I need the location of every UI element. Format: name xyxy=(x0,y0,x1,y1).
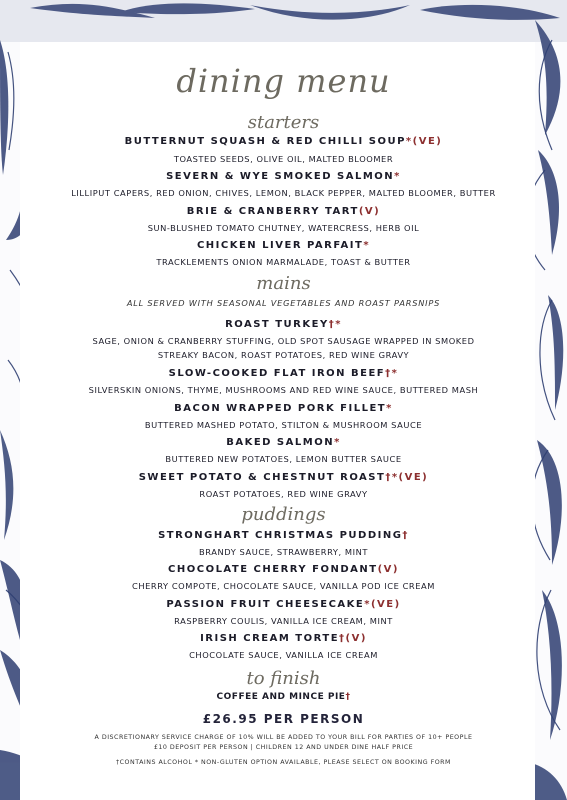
dish-marker: † xyxy=(402,530,409,541)
dish-name: BACON WRAPPED PORK FILLET xyxy=(174,403,387,414)
dish-description: SILVERSKIN ONIONS, THYME, MUSHROOMS AND RED WINE SAUCE, BUTTERED MASH xyxy=(88,385,479,395)
service-note: A DISCRETIONARY SERVICE CHARGE OF 10% WILL BE ADDED TO YOUR BILL FOR PARTIES OF 10+ PEOPLE £10 DEPOSIT PER PERSON | CHILDREN 12 AND UNDER DINE HALF PRICE xyxy=(94,734,473,751)
dish-name: SEVERN & WYE SMOKED SALMON xyxy=(166,171,395,182)
dish-marker: * xyxy=(386,403,393,414)
dish-name: BUTTERNUT SQUASH & RED CHILLI SOUP xyxy=(124,136,406,147)
dish-description: CHERRY COMPOTE, CHOCOLATE SAUCE, VANILLA POD ICE CREAM xyxy=(132,581,435,591)
dish-name: IRISH CREAM TORTE xyxy=(200,633,340,644)
dish-marker: *(VE) xyxy=(405,136,443,147)
dish-passion-fruit-cheesecake xyxy=(0,599,567,610)
finish-item-marker: † xyxy=(345,692,351,702)
dish-name: CHOCOLATE CHERRY FONDANT xyxy=(168,564,378,575)
section-title-mains: mains xyxy=(256,273,311,294)
dish-name: BAKED SALMON xyxy=(226,437,335,448)
dish-description: SUN-BLUSHED TOMATO CHUTNEY, WATERCRESS, HERB OIL xyxy=(147,223,420,233)
finish-item xyxy=(0,692,567,702)
dish-marker: (V) xyxy=(377,564,399,575)
dish-description: BUTTERED MASHED POTATO, STILTON & MUSHROOM SAUCE xyxy=(144,420,423,430)
dish-marker: †* xyxy=(328,319,342,330)
dish-butternut-squash-chilli-soup xyxy=(0,136,567,147)
dish-christmas-pudding xyxy=(0,530,567,541)
section-title-puddings: puddings xyxy=(241,504,326,525)
dish-name: STRONGHART CHRISTMAS PUDDING xyxy=(158,530,403,541)
dish-description: TRACKLEMENTS ONION MARMALADE, TOAST & BUTTER xyxy=(156,257,411,267)
dish-marker: * xyxy=(394,171,401,182)
dish-pork-fillet xyxy=(0,403,567,414)
footer-note: †CONTAINS ALCOHOL * NON-GLUTEN OPTION AVAILABLE, PLEASE SELECT ON BOOKING FORM xyxy=(116,759,451,766)
dish-description: ROAST POTATOES, RED WINE GRAVY xyxy=(199,489,368,499)
dish-marker: * xyxy=(334,437,341,448)
dish-baked-salmon xyxy=(0,437,567,448)
dish-name: BRIE & CRANBERRY TART xyxy=(186,206,359,217)
dish-name: PASSION FRUIT CHEESECAKE xyxy=(166,599,365,610)
dish-marker: †*(VE) xyxy=(385,472,429,483)
dish-description: TOASTED SEEDS, OLIVE OIL, MALTED BLOOMER xyxy=(173,154,394,164)
dish-flat-iron-beef xyxy=(0,368,567,379)
section-title-starters: starters xyxy=(247,112,320,133)
dish-description: LILLIPUT CAPERS, RED ONION, CHIVES, LEMON, BLACK PEPPER, MALTED BLOOMER, BUTTER xyxy=(71,188,496,198)
dish-name: SLOW-COOKED FLAT IRON BEEF xyxy=(168,368,386,379)
dish-description: BRANDY SAUCE, STRAWBERRY, MINT xyxy=(199,547,368,557)
dish-marker: †* xyxy=(385,368,399,379)
page-title: dining menu xyxy=(176,62,391,100)
dish-description: CHOCOLATE SAUCE, VANILLA ICE CREAM xyxy=(189,650,378,660)
dish-name: ROAST TURKEY xyxy=(225,319,329,330)
dish-description: BUTTERED NEW POTATOES, LEMON BUTTER SAUCE xyxy=(165,454,402,464)
section-title-to-finish: to finish xyxy=(246,668,321,689)
mains-note: ALL SERVED WITH SEASONAL VEGETABLES AND ROAST PARSNIPS xyxy=(126,298,441,308)
dish-name: CHICKEN LIVER PARFAIT xyxy=(196,240,364,251)
dish-chocolate-cherry-fondant xyxy=(0,564,567,575)
dish-description: SAGE, ONION & CRANBERRY STUFFING, OLD SPOT SAUSAGE WRAPPED IN SMOKED STREAKY BACON, ROAST POTATOES, RED WINE GRAVY xyxy=(92,336,475,360)
finish-item-name: COFFEE AND MINCE PIE xyxy=(216,692,346,702)
price-per-person: £26.95 PER PERSON xyxy=(202,712,365,726)
dish-brie-cranberry-tart xyxy=(0,206,567,217)
dish-marker: †(V) xyxy=(339,633,367,644)
dish-sweet-potato-chestnut-roast xyxy=(0,472,567,483)
dish-chicken-liver-parfait xyxy=(0,240,567,251)
dish-marker: (V) xyxy=(358,206,381,217)
dish-roast-turkey xyxy=(0,319,567,330)
dish-description: RASPBERRY COULIS, VANILLA ICE CREAM, MINT xyxy=(174,616,393,626)
dish-smoked-salmon xyxy=(0,171,567,182)
dish-irish-cream-torte xyxy=(0,633,567,644)
dish-marker: * xyxy=(363,240,371,251)
dish-marker: *(VE) xyxy=(364,599,401,610)
dish-name: SWEET POTATO & CHESTNUT ROAST xyxy=(138,472,386,483)
